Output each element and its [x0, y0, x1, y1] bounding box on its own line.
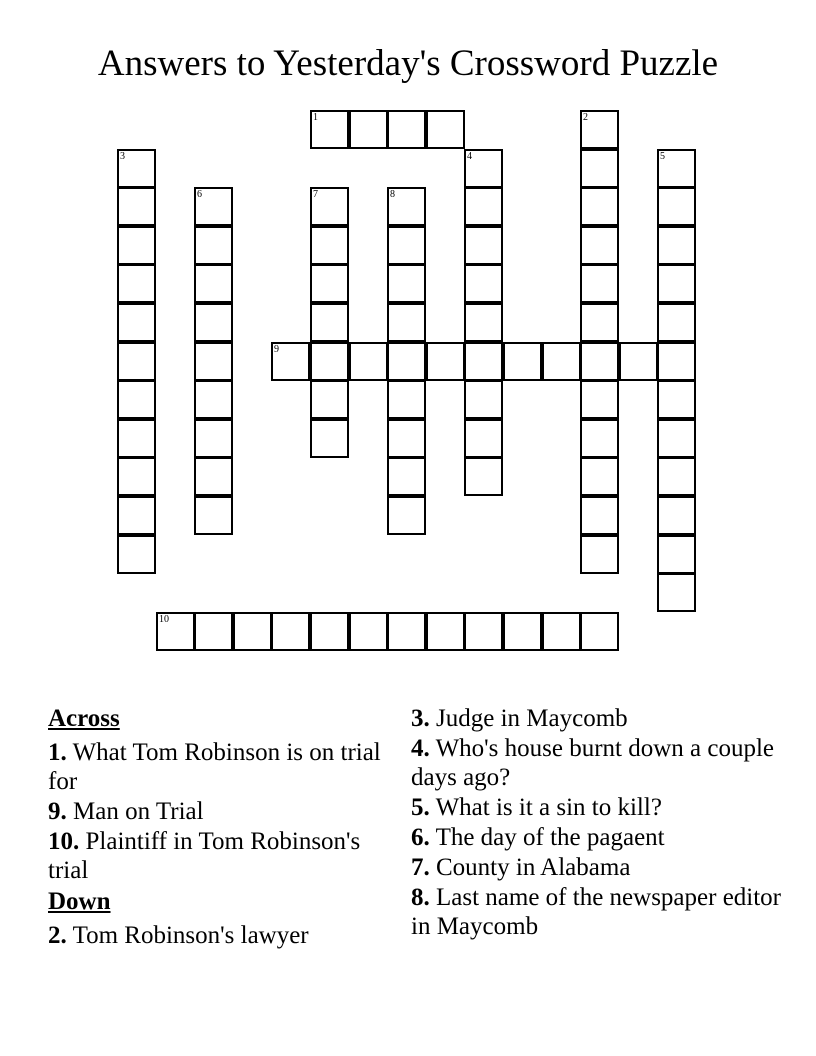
grid-cell: [194, 226, 233, 265]
grid-cell: [387, 612, 426, 651]
grid-cell: [117, 419, 156, 458]
grid-cell: [194, 264, 233, 303]
clue-number-label: 6: [197, 189, 202, 200]
grid-cell: [464, 342, 503, 381]
clue-text: County in Alabama: [436, 854, 631, 881]
grid-cell: [464, 380, 503, 419]
grid-cell: [657, 457, 696, 496]
clue-number-label: 5: [660, 151, 665, 162]
grid-cell: [657, 264, 696, 303]
clue-number: 2.: [48, 922, 67, 949]
grid-cell: [580, 110, 619, 149]
grid-cell: [194, 612, 233, 651]
clue-text: Plaintiff in Tom Robinson's trial: [48, 828, 361, 884]
clue-number-label: 3: [120, 151, 125, 162]
grid-cell: [580, 149, 619, 188]
grid-cell: [464, 457, 503, 496]
grid-cell: [657, 535, 696, 574]
clue-number-label: 1: [313, 112, 318, 123]
grid-cell: [310, 342, 349, 381]
grid-cell: [194, 457, 233, 496]
clue-across-9: [48, 797, 388, 826]
grid-cell: [387, 342, 426, 381]
page-title: Answers to Yesterday's Crossword Puzzle: [97, 43, 719, 84]
grid-cell: [464, 187, 503, 226]
grid-cell: [310, 110, 349, 149]
grid-cell: [464, 419, 503, 458]
grid-cell: [580, 226, 619, 265]
grid-cell: [310, 612, 349, 651]
grid-cell: [387, 226, 426, 265]
clue-text: What is it a sin to kill?: [435, 794, 662, 821]
grid-cell: [503, 342, 542, 381]
clue-text: The day of the pagaent: [435, 824, 665, 851]
clue-number: 4.: [411, 735, 430, 762]
clue-number: 5.: [411, 794, 430, 821]
clue-down-3: [411, 704, 791, 733]
clue-down-7: [411, 853, 791, 882]
clue-text: Last name of the newspaper editor in Maycomb: [411, 884, 782, 940]
grid-cell: [117, 496, 156, 535]
grid-cell: [464, 149, 503, 188]
grid-cell: [619, 342, 658, 381]
grid-cell: [310, 264, 349, 303]
grid-cell: [310, 303, 349, 342]
grid-cell: [117, 226, 156, 265]
grid-cell: [657, 342, 696, 381]
grid-cell: [310, 187, 349, 226]
grid-cell: [464, 303, 503, 342]
grid-cell: [657, 573, 696, 612]
clue-number: 6.: [411, 824, 430, 851]
grid-cell: [426, 342, 465, 381]
grid-cell: [580, 612, 619, 651]
clue-across-10: [48, 827, 388, 885]
clue-down-4: [411, 734, 791, 792]
grid-cell: [387, 264, 426, 303]
grid-cell: [349, 342, 388, 381]
grid-cell: [387, 496, 426, 535]
clue-down-2: [48, 921, 388, 950]
grid-cell: [310, 419, 349, 458]
grid-cell: [194, 419, 233, 458]
clue-number: 10.: [48, 828, 80, 855]
grid-cell: [580, 342, 619, 381]
grid-cell: [117, 535, 156, 574]
grid-cell: [194, 342, 233, 381]
across-heading: Across: [48, 705, 120, 732]
grid-cell: [117, 457, 156, 496]
clue-text: Who's house burnt down a couple days ago?: [411, 735, 775, 791]
grid-cell: [580, 264, 619, 303]
grid-cell: [580, 496, 619, 535]
clue-number-label: 9: [274, 344, 279, 355]
clue-number: 7.: [411, 854, 430, 881]
grid-cell: [657, 187, 696, 226]
grid-cell: [387, 110, 426, 149]
clue-number-label: 4: [467, 151, 472, 162]
grid-cell: [310, 226, 349, 265]
clue-number: 8.: [411, 884, 430, 911]
grid-cell: [349, 110, 388, 149]
clues-column-left: [48, 704, 388, 951]
clue-number: 1.: [48, 739, 67, 766]
grid-cell: [117, 342, 156, 381]
grid-cell: [542, 342, 581, 381]
grid-cell: [580, 303, 619, 342]
clue-number: 9.: [48, 798, 67, 825]
grid-cell: [271, 612, 310, 651]
grid-cell: [194, 380, 233, 419]
grid-cell: [580, 457, 619, 496]
grid-cell: [194, 187, 233, 226]
grid-cell: [542, 612, 581, 651]
clue-number-label: 10: [159, 614, 169, 625]
grid-cell: [310, 380, 349, 419]
clue-down-8: [411, 883, 791, 941]
grid-cell: [233, 612, 272, 651]
grid-cell: [271, 342, 310, 381]
grid-cell: [426, 110, 465, 149]
clue-text: Judge in Maycomb: [436, 705, 628, 732]
grid-cell: [464, 226, 503, 265]
grid-cell: [426, 612, 465, 651]
grid-cell: [117, 149, 156, 188]
grid-cell: [387, 303, 426, 342]
grid-cell: [580, 419, 619, 458]
grid-cell: [387, 187, 426, 226]
grid-cell: [117, 380, 156, 419]
grid-cell: [117, 264, 156, 303]
clue-number-label: 7: [313, 189, 318, 200]
clue-number: 3.: [411, 705, 430, 732]
grid-cell: [387, 419, 426, 458]
down-heading: Down: [48, 888, 111, 915]
clue-text: What Tom Robinson is on trial for: [48, 739, 381, 795]
clue-down-6: [411, 823, 791, 852]
clue-across-1: [48, 738, 388, 796]
grid-cell: [156, 612, 195, 651]
grid-cell: [580, 380, 619, 419]
grid-cell: [349, 612, 388, 651]
grid-cell: [117, 187, 156, 226]
grid-cell: [464, 264, 503, 303]
grid-cell: [194, 496, 233, 535]
grid-cell: [580, 187, 619, 226]
grid-cell: [503, 612, 542, 651]
grid-cell: [657, 380, 696, 419]
grid-cell: [657, 419, 696, 458]
clue-number-label: 8: [390, 189, 395, 200]
grid-cell: [194, 303, 233, 342]
grid-cell: [117, 303, 156, 342]
clue-text: Man on Trial: [73, 798, 204, 825]
grid-cell: [387, 380, 426, 419]
clue-text: Tom Robinson's lawyer: [72, 922, 309, 949]
grid-cell: [657, 303, 696, 342]
grid-cell: [580, 535, 619, 574]
grid-cell: [464, 612, 503, 651]
grid-cell: [657, 226, 696, 265]
clue-number-label: 2: [583, 112, 588, 123]
clues-column-right: [411, 704, 791, 942]
grid-cell: [387, 457, 426, 496]
grid-cell: [657, 496, 696, 535]
clue-down-5: [411, 793, 791, 822]
grid-cell: [657, 149, 696, 188]
